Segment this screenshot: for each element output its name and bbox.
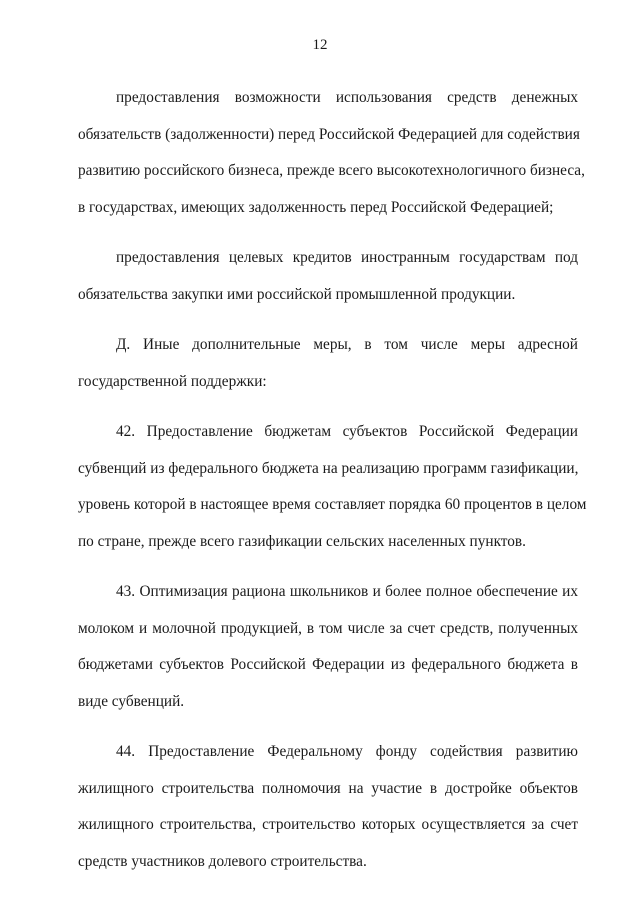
text-line: виде субвенций. (78, 692, 185, 710)
text-line: 43. Оптимизация рациона школьников и более полное обеспечение их (116, 583, 578, 600)
text-line: жилищного строительства, строительство которых осуществляется за счет (78, 816, 578, 833)
text-line: предоставления возможности использования средств денежных (116, 89, 578, 106)
item-42 (78, 414, 587, 560)
text-line: предоставления целевых кредитов иностранным государствам под (116, 249, 578, 266)
text-line: по стране, прежде всего газификации сельских населенных пунктов. (78, 532, 526, 550)
paragraph-target-credits (78, 240, 578, 313)
paragraph-debt-obligations (78, 80, 585, 226)
text-line: развитию российского бизнеса, прежде всего высокотехнологичного бизнеса, (78, 162, 585, 179)
text-line: средств участников долевого строительства. (78, 852, 367, 870)
text-line: в государствах, имеющих задолженность перед Российской Федерацией; (78, 198, 554, 216)
text-line: государственной поддержки: (78, 372, 267, 390)
text-line: обязательства закупки ими российской промышленной продукции. (78, 285, 516, 303)
document-body (78, 80, 587, 880)
text-line: жилищного строительства полномочия на участие в достройке объектов (78, 779, 578, 797)
text-line: 44. Предоставление Федеральному фонду содействия развитию (116, 743, 578, 760)
item-43 (78, 574, 578, 720)
text-line: Д. Иные дополнительные меры, в том числе меры адресной (116, 336, 578, 353)
page-number: 12 (312, 37, 328, 53)
item-44 (78, 734, 578, 880)
text-line: молоком и молочной продукцией, в том числе за счет средств, полученных (78, 619, 578, 637)
text-line: бюджетами субъектов Российской Федерации из федерального бюджета в (78, 656, 578, 673)
text-line: 42. Предоставление бюджетам субъектов Российской Федерации (116, 423, 578, 440)
text-line: субвенций из федерального бюджета на реализацию программ газификации, (78, 459, 579, 477)
text-line: обязательств (задолженности) перед Российской Федерацией для содействия (78, 125, 580, 143)
text-line: уровень которой в настоящее время составляет порядка 60 процентов в целом (78, 496, 587, 513)
section-heading-d (78, 327, 578, 400)
